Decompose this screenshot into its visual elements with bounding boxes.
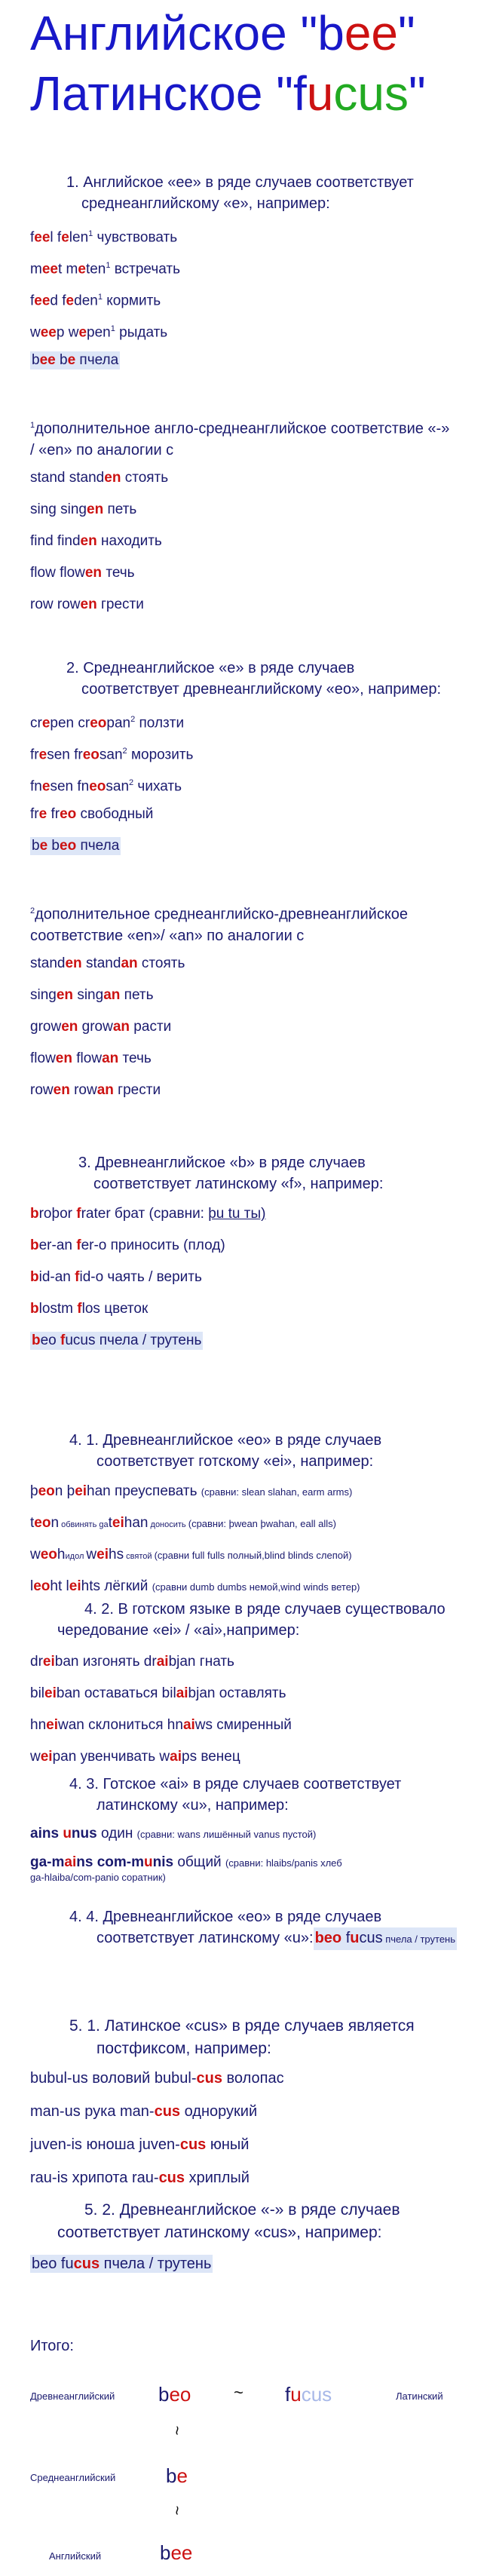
list-item: þeon þeihan преуспевать (сравни: slean slahan, earm arms) [30,1483,353,1499]
tilde-3: ~ [167,2505,187,2516]
title-line-2: Латинское "fucus" [30,66,426,121]
section-4-3-rows [30,1825,342,1884]
list-item: sing singen петь [30,501,137,517]
note-2: $^2$дополнительное среднеанглийско-древнеанглийское соответствие «en»/ «an» по аналогии с [30,906,409,944]
section-2-rows [30,710,193,855]
list-item: bid-an fid-o чаять / верить [30,1269,202,1285]
tilde-1: ~ [234,2383,243,2402]
list-item: teon обвинять gateihan доносить (сравни: þwean þwahan, eall alls) [30,1515,336,1531]
section-5 [30,2015,467,2060]
highlighted-item: beo fucus пчела / трутень [32,2256,212,2272]
list-item: juven-is юноша juven-cus юный [30,2136,250,2153]
list-item: rau-is хрипота rau-cus хриплый [30,2170,250,2186]
section-2-heading: 2. Среднеанглийское «e» в ряде случаев соответствует древнеанглийскому «eo», например: [66,660,442,698]
list-item: bileiban оставаться bilaibjan оставлять [30,1685,286,1701]
word-old-english: beo [158,2383,191,2406]
list-item: crepen creopan$^2$ ползти [30,715,185,731]
list-item: broþor frater брат (сравни: þu tu ты) [30,1206,266,1222]
section-1-heading: 1. Английское «ee» в ряде случаев соответствует среднеанглийскому «e», например: [66,174,414,212]
label-old-english: Древнеанглийский [30,2390,115,2402]
note-1: $^1$дополнительное англо-среднеанглийское соответствие «-» / «en» по аналогии с [30,420,450,458]
section-5-2-rows [30,2255,213,2273]
list-item: feed feden$^1$ кормить [30,293,161,309]
word-latin: fucus [285,2383,332,2406]
section-1 [30,172,452,214]
word-middle-english: be [166,2464,188,2487]
section-3-rows [30,1205,265,1350]
section-5-2 [30,2199,467,2244]
section-3 [30,1152,452,1194]
list-item: fresen freosan$^2$ морозить [30,747,194,763]
highlighted-item: be beo пчела [32,838,120,854]
list-item: weipan увенчивать waips венец [30,1749,240,1765]
list-item: flow flowen течь [30,565,135,581]
list-item: singen singan петь [30,987,154,1003]
list-item: leoht leihts лёгкий (сравни dumb dumbs немой,wind winds ветер) [30,1578,360,1594]
section-5-1-rows [30,2069,284,2187]
note-1-rows [30,469,168,614]
highlighted-item: beo fucus пчела / трутень [32,1332,202,1348]
tilde-2: ~ [167,2425,187,2436]
list-item-cont: ga-hlaiba/com-panio соратник) [30,1872,166,1883]
label-middle-english: Среднеанглийский [30,2472,116,2483]
section-4-1-heading: 4. 1. Древнеанглийское «eo» в ряде случаев соответствует готскому «ei», например: [69,1432,382,1470]
list-item: stand standen стоять [30,470,169,486]
list-item: dreiban изгонять draibjan гнать [30,1654,234,1670]
label-latin: Латинский [396,2390,443,2402]
section-4-2-rows [30,1653,292,1766]
list-item: row rowen грести [30,596,144,612]
list-item: weohидол weihs святой (сравни full fulls полный,blind blinds слепой) [30,1547,352,1562]
list-item: flowen flowan течь [30,1050,152,1066]
list-item: rowen rowan грести [30,1082,161,1098]
list-item: man-us рука man-cus однорукий [30,2103,258,2120]
section-4 [30,1430,467,1472]
list-item: ains unus один (сравни: wans лишённый vanus пустой) [30,1826,317,1842]
list-item: ga-mains com-munis общий (сравни: hlaibs/panis хлеб [30,1854,342,1870]
list-item: standen standan стоять [30,955,185,971]
section-1-rows [30,225,180,370]
list-item: growen growan расти [30,1019,172,1035]
label-english: Английский [49,2550,102,2562]
list-item: hneiwan склониться hnaiws смиренный [30,1717,292,1733]
list-item: meet meten$^1$ встречать [30,261,180,278]
list-item: fre freo свободный [30,806,154,822]
summary-title: Итого: [30,2338,74,2354]
list-item: weep wepen$^1$ рыдать [30,324,168,341]
highlighted-item: bee be пчела [32,352,119,368]
section-4-2 [30,1599,467,1641]
list-item: ber-an fer-o приносить (плод) [30,1237,225,1253]
title-line-1: Английское "bee" [30,6,415,60]
section-5-1-heading: 5. 1. Латинское «cus» в ряде случаев является постфиксом, например: [69,2017,415,2057]
section-4-1-rows [30,1483,360,1596]
list-item: blostm flos цветок [30,1301,149,1317]
word-english: bee [160,2541,193,2564]
list-item: feel felen$^1$ чувствовать [30,229,178,246]
page-title [30,3,426,124]
list-item: bubul-us воловий bubul-cus волопас [30,2070,284,2087]
section-4-4-heading: 4. 4. Древнеанглийское «eo» в ряде случаев соответствует латинскому «u»:beo fucus пчела / трутень [96,1906,467,1950]
section-4-3-heading: 4. 3. Готское «ai» в ряде случаев соответствует латинскому «u», например: [69,1776,402,1814]
list-item: fnesen fneosan$^2$ чихать [30,778,182,795]
section-4-2-heading: 4. 2. В готском языке в ряде случаев существовало чередование «ei» / «ai»,например: [57,1601,446,1639]
section-3-heading: 3. Древнеанглийское «b» в ряде случаев соответствует латинскому «f», например: [78,1155,384,1192]
section-5-2-heading: 5. 2. Древнеанглийское «-» в ряде случаев соответствует латинскому «cus», например: [57,2201,400,2241]
section-4-3 [30,1774,467,1816]
note-2-rows [30,955,185,1099]
list-item: find finden находить [30,533,162,549]
section-2 [30,658,452,700]
section-4-4 [30,1906,467,1950]
